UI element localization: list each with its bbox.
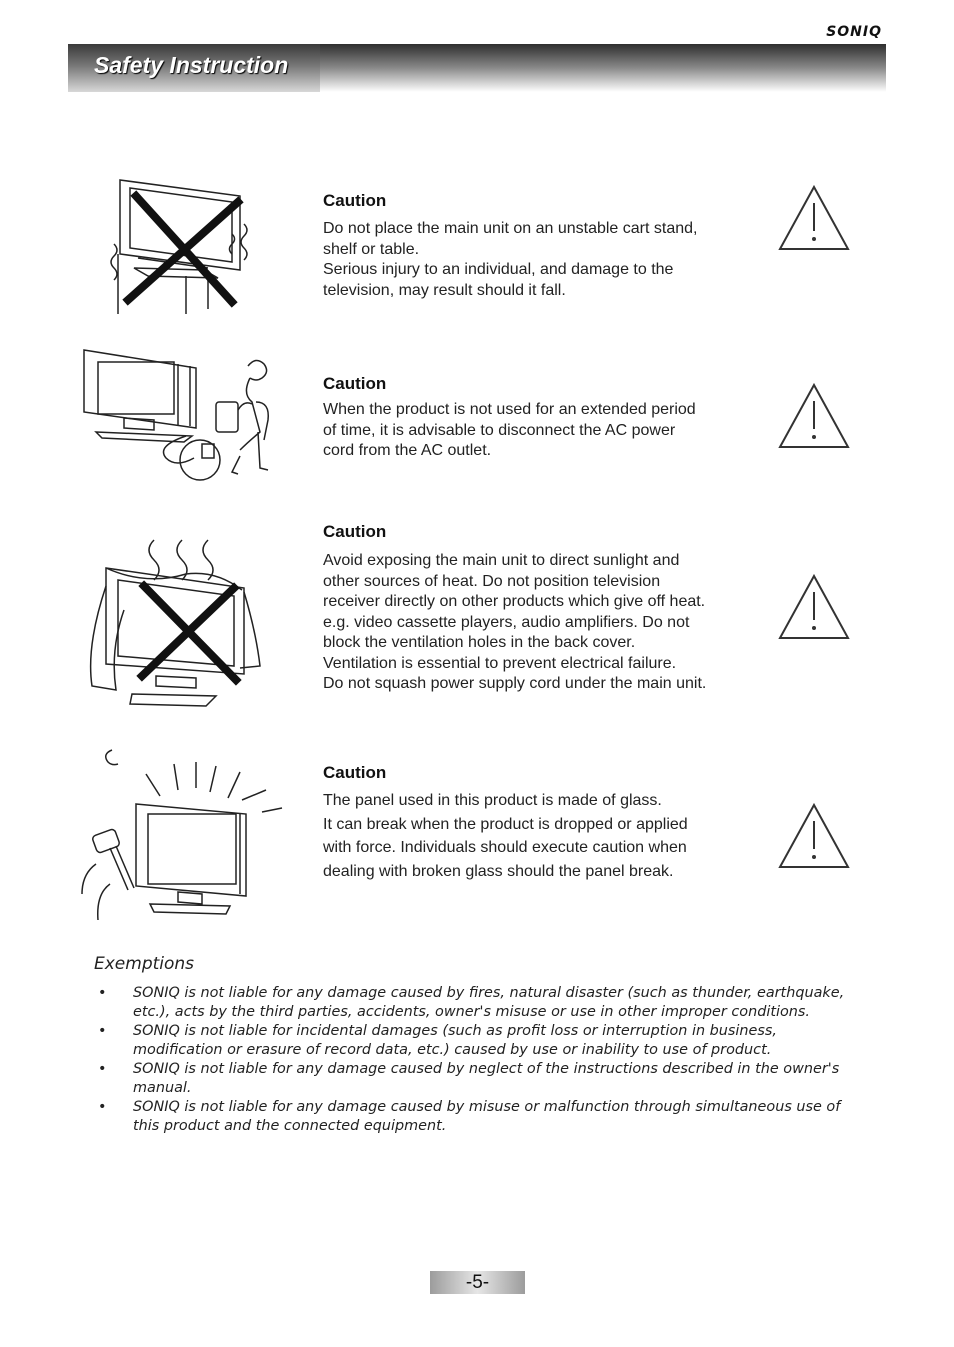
bullet: • xyxy=(98,1061,107,1077)
list-item xyxy=(94,1060,854,1098)
exemption-text: SONIQ is not liable for any damage caused by fires, natural disaster (such as thunder, earthquake, etc.), acts by the third parties, accidents, owner's misuse or use in other improper conditions. xyxy=(133,985,845,1020)
warning-triangle-icon xyxy=(776,801,852,871)
caution-title-4: Caution xyxy=(323,763,387,782)
caution-title-1: Caution xyxy=(323,191,387,210)
heat-covered-tv-illustration xyxy=(86,536,264,712)
warning-triangle-icon xyxy=(776,381,852,451)
unplug-illustration xyxy=(80,346,286,482)
page-number: -5- xyxy=(465,1272,490,1293)
exemption-text: SONIQ is not liable for incidental damages (such as profit loss or interruption in business, modification or erasure of record data, etc.) caused by use or inability to use of product. xyxy=(133,1023,777,1058)
page-title: Safety Instruction xyxy=(94,52,289,78)
exemptions-list xyxy=(94,984,854,1136)
warning-triangle-icon xyxy=(776,183,852,253)
bullet: • xyxy=(98,985,107,1001)
caution-body-2: When the product is not used for an extended period of time, it is advisable to disconnect the AC power cord from the AC outlet. xyxy=(323,401,696,459)
list-item xyxy=(94,1098,854,1136)
unstable-stand-illustration xyxy=(108,174,258,319)
caution-body-4: The panel used in this product is made of glass. It can break when the product is dropped or applied with force. Individuals should execute caution when dealing with broken glass should the panel break. xyxy=(323,792,688,880)
list-item xyxy=(94,1022,854,1060)
warning-triangle-icon xyxy=(776,572,852,642)
bullet: • xyxy=(98,1023,107,1039)
glass-panel-hammer-illustration xyxy=(76,744,288,926)
caution-body-1: Do not place the main unit on an unstable cart stand, shelf or table. Serious injury to an individual, and damage to the television, may result should it fall. xyxy=(323,220,698,299)
brand-logo: SONIQ xyxy=(826,24,882,40)
exemptions-title: Exemptions xyxy=(94,954,195,974)
list-item xyxy=(94,984,854,1022)
page-number-box xyxy=(430,1271,525,1294)
exemption-text: SONIQ is not liable for any damage caused by misuse or malfunction through simultaneous use of this product and the connected equipment. xyxy=(133,1099,841,1134)
caution-title-3: Caution xyxy=(323,522,387,541)
caution-title-2: Caution xyxy=(323,374,387,393)
caution-body-3: Avoid exposing the main unit to direct sunlight and other sources of heat. Do not position television receiver directly on other products which give off heat. e.g. video cassette players, audio amplifiers. Do not block the ventilation holes in the back cover. Ventilation is essential to prevent electrical failure. Do not squash power supply cord under the main unit. xyxy=(323,552,707,692)
exemption-text: SONIQ is not liable for any damage caused by neglect of the instructions described in the owner's manual. xyxy=(133,1061,840,1096)
bullet: • xyxy=(98,1099,107,1115)
